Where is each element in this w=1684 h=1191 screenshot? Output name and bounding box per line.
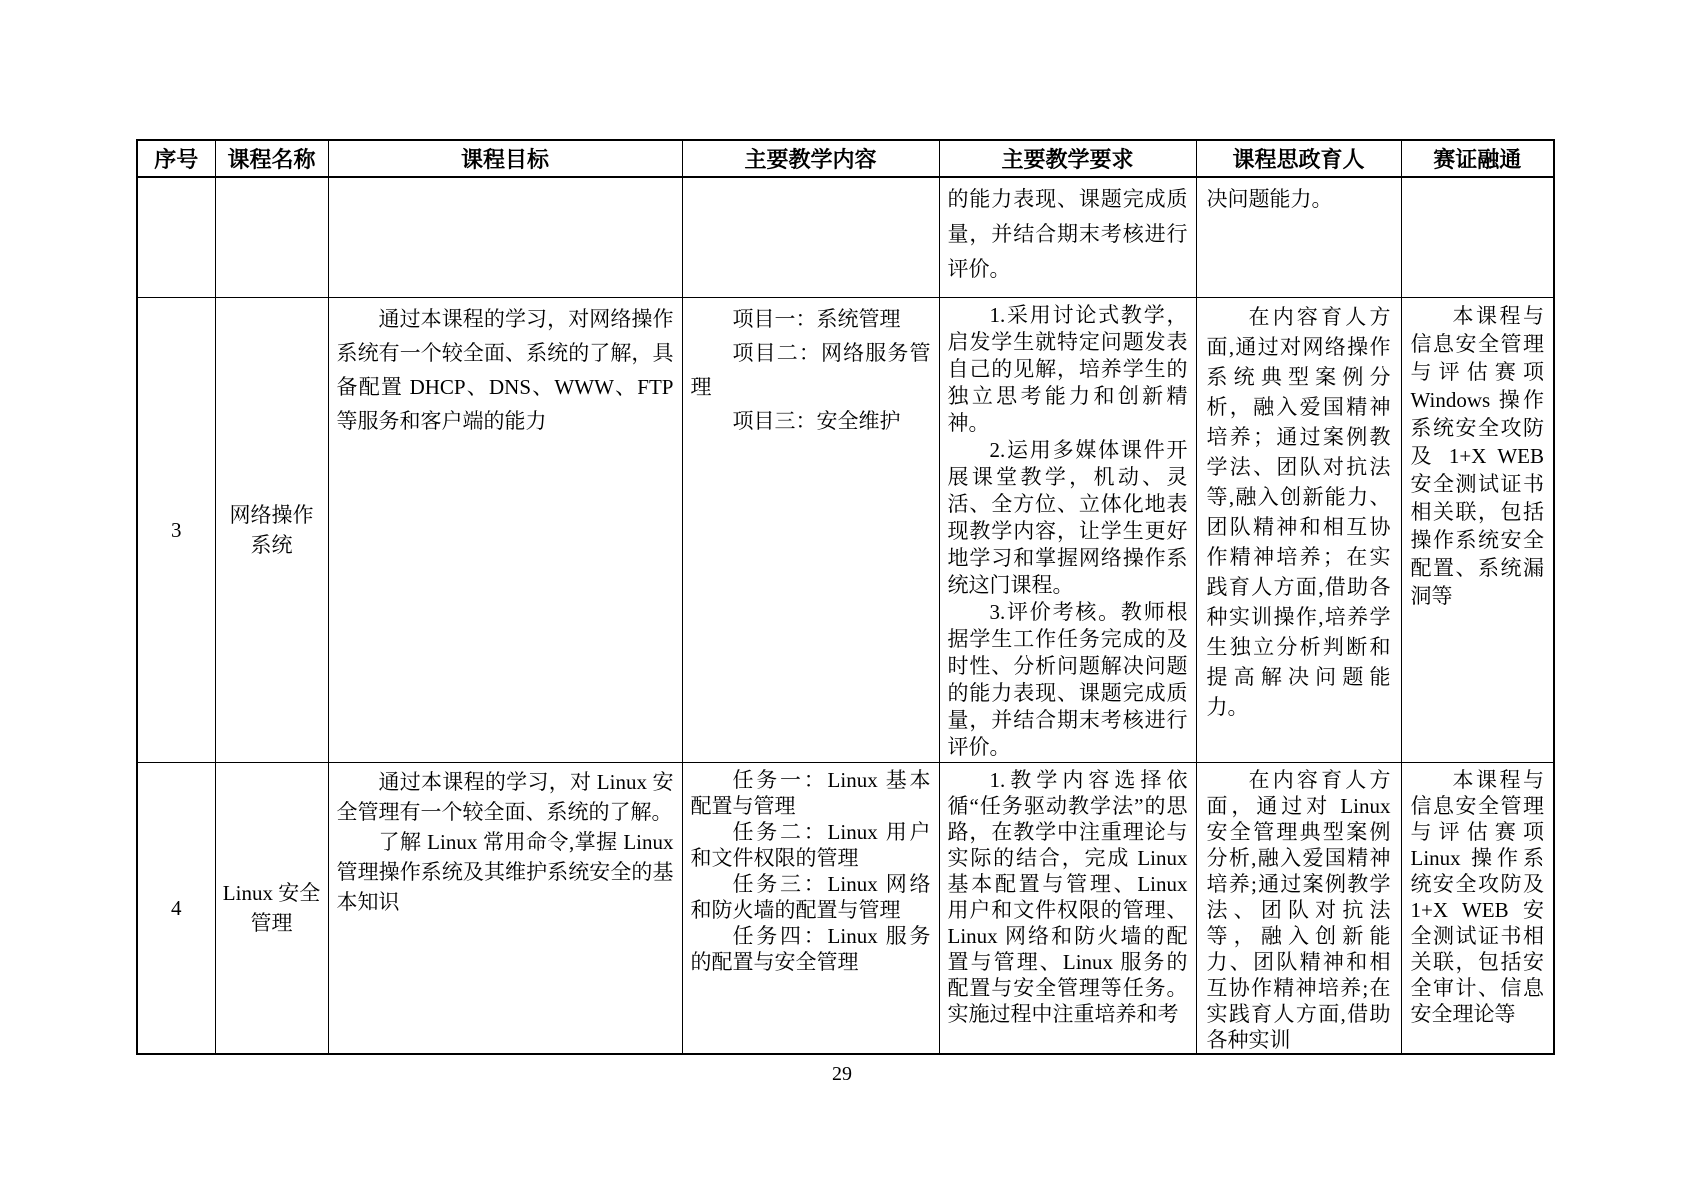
- cell-ideology: [1196, 297, 1401, 762]
- cell-index: [137, 177, 215, 297]
- paragraph: 的能力表现、课题完成质量，并结合期末考核进行评价。: [947, 187, 1188, 281]
- paragraph: 1.采用讨论式教学，启发学生就特定问题发表自己的见解，培养学生的独立思考能力和创新精神。: [947, 302, 1188, 435]
- header-requirements: 主要教学要求: [939, 140, 1196, 177]
- paragraph: 在内容育人方面,通过对网络操作系统典型案例分析，融入爱国精神培养；通过案例教学法、团队对抗法等,融入创新能力、团队精神和相互协作精神培养；在实践育人方面,借助各种实训操作,培养学生独立分析判断和提高解决问题能力。: [1206, 304, 1391, 719]
- cell-requirements: [939, 177, 1196, 297]
- header-index: 序号: [137, 140, 215, 177]
- paragraph: 任务四：Linux 服务的配置与安全管理: [690, 923, 931, 974]
- paragraph: 任务一：Linux 基本配置与管理: [690, 767, 931, 818]
- cell-course-name: Linux 安全管理: [215, 762, 328, 1054]
- cell-content: [682, 177, 939, 297]
- header-course-name: 课程名称: [215, 140, 328, 177]
- cell-requirements: [939, 762, 1196, 1054]
- table-row-continuation: [137, 177, 1554, 297]
- cell-objectives: [328, 297, 682, 762]
- cell-requirements: [939, 297, 1196, 762]
- table-header-row: [137, 140, 1554, 177]
- cell-index: 4: [137, 762, 215, 1054]
- paragraph: 1.教学内容选择依循“任务驱动教学法”的思路，在教学中注重理论与实际的结合，完成 Linux 基本配置与管理、Linux 用户和文件权限的管理、Linux 网络和防火墙的配置与管理、Linux 服务的配置与安全管理等任务。实施过程中注重培养和考: [947, 767, 1188, 1026]
- page-number: 29: [832, 1063, 852, 1085]
- paragraph: 本课程与信息安全管理与评估赛项 Windows 操作系统安全攻防及 1+X WEB 安全测试证书相关联，包括操作系统安全配置、系统漏洞等: [1410, 303, 1544, 608]
- paragraph: 项目三：安全维护: [732, 408, 901, 433]
- paragraph: 决问题能力。: [1206, 187, 1333, 211]
- cell-index: 3: [137, 297, 215, 762]
- paragraph: 任务三：Linux 网络和防火墙的配置与管理: [690, 871, 931, 922]
- cell-objectives: [328, 177, 682, 297]
- paragraph: 2.运用多媒体课件开展课堂教学，机动、灵活、全方位、立体化地表现教学内容，让学生更好地学习和掌握网络操作系统这门课程。: [947, 437, 1188, 597]
- header-ideology: 课程思政育人: [1196, 140, 1401, 177]
- paragraph: 项目一：系统管理: [732, 306, 901, 331]
- paragraph: 3.评价考核。教师根据学生工作任务完成的及时性、分析问题解决问题的能力表现、课题完成质量，并结合期末考核进行评价。: [947, 599, 1188, 759]
- cell-ideology: [1196, 762, 1401, 1054]
- header-certification: 赛证融通: [1401, 140, 1554, 177]
- cell-certification: [1401, 762, 1554, 1054]
- paragraph: 项目二：网络服务管理: [690, 340, 931, 399]
- cell-certification: [1401, 177, 1554, 297]
- table-row-linux-security: [137, 762, 1554, 1054]
- cell-content: [682, 762, 939, 1054]
- paragraph: 通过本课程的学习，对网络操作系统有一个较全面、系统的了解，具备配置 DHCP、DNS、WWW、FTP 等服务和客户端的能力: [336, 306, 674, 433]
- cell-objectives: [328, 762, 682, 1054]
- cell-course-name: 网络操作系统: [215, 297, 328, 762]
- cell-certification: [1401, 297, 1554, 762]
- cell-ideology: [1196, 177, 1401, 297]
- paragraph: 本课程与信息安全管理与评估赛项 Linux 操作系统安全攻防及 1+X WEB 安全测试证书相关联，包括安全审计、信息安全理论等: [1410, 767, 1544, 1026]
- paragraph: 通过本课程的学习，对 Linux 安全管理有一个较全面、系统的了解。: [336, 769, 674, 824]
- table-row-network-os: [137, 297, 1554, 762]
- course-table: [136, 139, 1555, 1055]
- cell-course-name: [215, 177, 328, 297]
- paragraph: 在内容育人方面，通过对 Linux 安全管理典型案例分析,融入爱国精神培养;通过案例教学法、团队对抗法等，融入创新能力、团队精神和相互协作精神培养;在实践育人方面,借助各种实训: [1206, 767, 1391, 1052]
- header-content: 主要教学内容: [682, 140, 939, 177]
- cell-content: [682, 297, 939, 762]
- paragraph: 任务二：Linux 用户和文件权限的管理: [690, 819, 931, 870]
- header-objectives: 课程目标: [328, 140, 682, 177]
- paragraph: 了解 Linux 常用命令,掌握 Linux 管理操作系统及其维护系统安全的基本知识: [336, 829, 674, 914]
